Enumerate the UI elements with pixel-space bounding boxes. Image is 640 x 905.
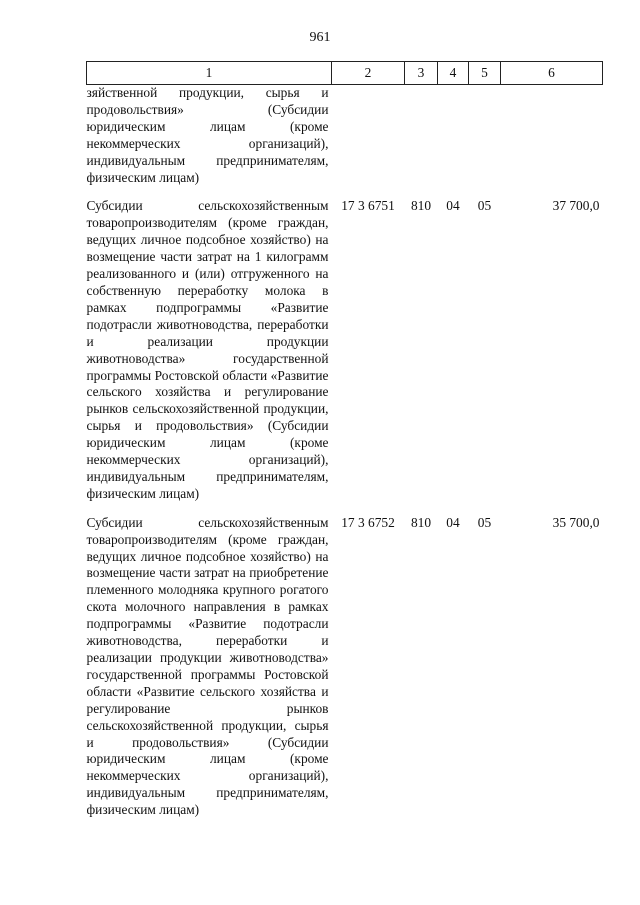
page-number: 961: [309, 30, 331, 45]
budget-table: [86, 61, 603, 831]
column-header-4: 4: [438, 62, 469, 85]
column-header-6: 6: [501, 62, 603, 85]
row-description: Субсидии сельскохозяйственным товаропроизводителям (кроме граждан, ведущих личное подсобное хозяйство) на возмещение части затрат на 1 килограмм реализованного и (или) отгруженного на собственную переработку молока в рамках подпрограммы «Развитие подотрасли животноводства, переработки и реализации продукции животноводства» государственной программы Ростовской области «Развитие сельского хозяйства и регулирование рынков сельскохозяйственной продукции, сырья и продовольствия» (Субсидии юридическим лицам (кроме некоммерческих организаций), индивидуальным предпринимателям, физическим лицам): [86, 198, 329, 501]
section-code: 04: [446, 514, 460, 530]
section-code: 04: [446, 198, 460, 214]
column-header-1: 1: [87, 62, 332, 85]
column-header-3: 3: [405, 62, 438, 85]
amount: 35 700,0: [552, 514, 600, 530]
column-header-5: 5: [469, 62, 501, 85]
table-row: [87, 515, 603, 831]
table-row-continuation: [87, 85, 603, 199]
column-header-2: 2: [332, 62, 405, 85]
amount: 37 700,0: [552, 198, 600, 214]
target-code: 17 3 6751: [341, 198, 395, 214]
expense-type-code: 810: [410, 198, 432, 214]
row-description: зяйственной продукции, сырья и продовольствия» (Субсидии юридическим лицам (кроме некоммерческих организаций), индивидуальным предпринимателям, физическим лицам): [86, 85, 329, 185]
target-code: 17 3 6752: [341, 514, 395, 530]
table-row: [87, 198, 603, 514]
table-header-row: [87, 62, 603, 85]
subsection-code: 05: [477, 514, 492, 530]
row-description: Субсидии сельскохозяйственным товаропроизводителям (кроме граждан, ведущих личное подсобное хозяйство) на возмещение части затрат на приобретение племенного молодняка крупного рогатого скота молочного направления в рамках подпрограммы «Развитие подотрасли животноводства, переработки и реализации продукции животноводства» государственной программы Ростовской области «Развитие сельского хозяйства и регулирование рынков сельскохозяйственной продукции, сырья и продовольствия» (Субсидии юридическим лицам (кроме некоммерческих организаций), индивидуальным предпринимателям, физическим лицам): [86, 514, 329, 818]
subsection-code: 05: [477, 198, 492, 214]
expense-type-code: 810: [410, 514, 432, 530]
